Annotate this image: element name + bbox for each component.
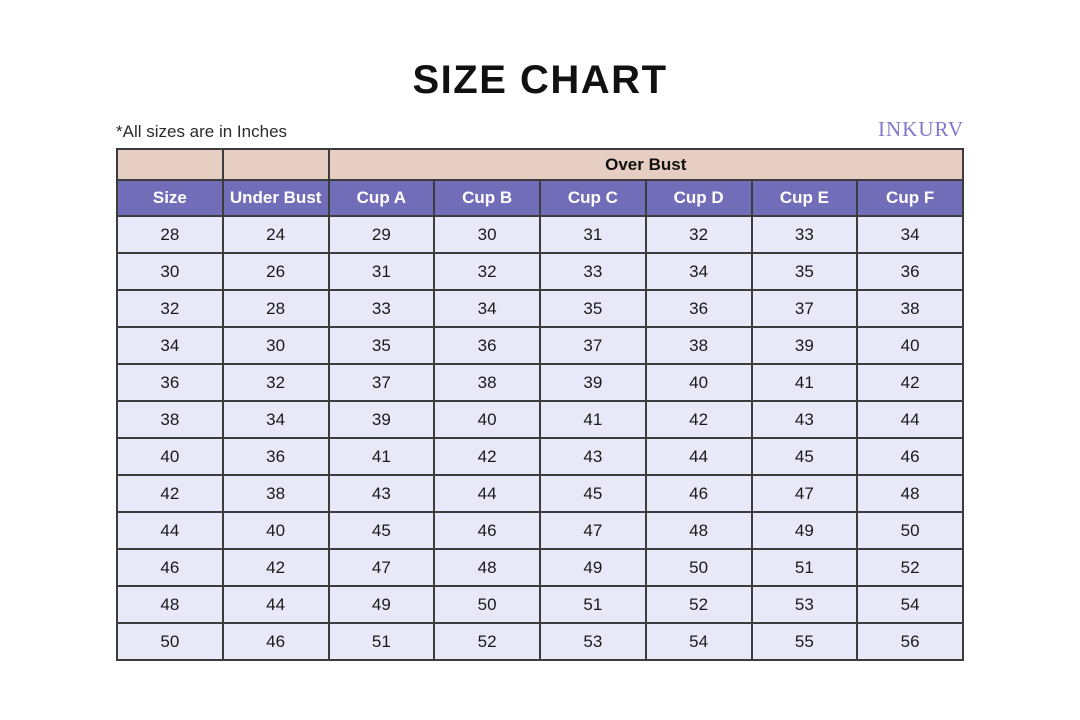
table-cell: 33 xyxy=(540,253,646,290)
table-cell: 53 xyxy=(752,586,858,623)
table-cell: 33 xyxy=(329,290,435,327)
table-cell: 48 xyxy=(646,512,752,549)
column-header-cup-f: Cup F xyxy=(857,180,963,216)
table-cell: 30 xyxy=(223,327,329,364)
table-cell: 28 xyxy=(117,216,223,253)
brand-logo: INKURV xyxy=(878,117,964,141)
table-cell: 47 xyxy=(752,475,858,512)
table-row xyxy=(117,364,963,401)
table-cell: 35 xyxy=(540,290,646,327)
table-cell: 40 xyxy=(117,438,223,475)
table-cell: 50 xyxy=(117,623,223,660)
table-cell: 38 xyxy=(117,401,223,438)
table-cell: 45 xyxy=(540,475,646,512)
table-cell: 44 xyxy=(434,475,540,512)
table-cell: 41 xyxy=(540,401,646,438)
table-cell: 49 xyxy=(752,512,858,549)
table-cell: 34 xyxy=(857,216,963,253)
table-cell: 46 xyxy=(434,512,540,549)
column-header-under-bust: Under Bust xyxy=(223,180,329,216)
table-cell: 41 xyxy=(752,364,858,401)
table-row xyxy=(117,253,963,290)
table-cell: 38 xyxy=(857,290,963,327)
table-cell: 48 xyxy=(117,586,223,623)
table-cell: 45 xyxy=(329,512,435,549)
table-cell: 45 xyxy=(752,438,858,475)
group-header-row xyxy=(117,149,963,180)
table-cell: 32 xyxy=(434,253,540,290)
table-cell: 36 xyxy=(857,253,963,290)
table-cell: 44 xyxy=(646,438,752,475)
page-title: SIZE CHART xyxy=(412,58,668,102)
table-cell: 34 xyxy=(646,253,752,290)
table-cell: 36 xyxy=(646,290,752,327)
table-cell: 32 xyxy=(646,216,752,253)
table-row xyxy=(117,586,963,623)
table-cell: 42 xyxy=(646,401,752,438)
table-cell: 36 xyxy=(117,364,223,401)
column-header-row xyxy=(117,180,963,216)
table-cell: 47 xyxy=(540,512,646,549)
column-header-size: Size xyxy=(117,180,223,216)
table-cell: 40 xyxy=(646,364,752,401)
table-cell: 55 xyxy=(752,623,858,660)
table-cell: 47 xyxy=(329,549,435,586)
table-cell: 48 xyxy=(434,549,540,586)
table-cell: 49 xyxy=(329,586,435,623)
table-cell: 44 xyxy=(117,512,223,549)
table-cell: 42 xyxy=(223,549,329,586)
table-row xyxy=(117,438,963,475)
table-cell: 40 xyxy=(434,401,540,438)
table-cell: 53 xyxy=(540,623,646,660)
table-cell: 46 xyxy=(117,549,223,586)
table-cell: 36 xyxy=(223,438,329,475)
table-cell: 51 xyxy=(540,586,646,623)
table-cell: 46 xyxy=(646,475,752,512)
table-cell: 37 xyxy=(329,364,435,401)
table-cell: 46 xyxy=(223,623,329,660)
table-cell: 28 xyxy=(223,290,329,327)
table-cell: 43 xyxy=(329,475,435,512)
table-cell: 50 xyxy=(857,512,963,549)
table-cell: 36 xyxy=(434,327,540,364)
table-cell: 49 xyxy=(540,549,646,586)
table-cell: 44 xyxy=(223,586,329,623)
table-cell: 38 xyxy=(646,327,752,364)
table-cell: 24 xyxy=(223,216,329,253)
table-cell: 54 xyxy=(857,586,963,623)
table-cell: 35 xyxy=(329,327,435,364)
table-cell: 40 xyxy=(223,512,329,549)
table-cell: 35 xyxy=(752,253,858,290)
size-chart-table xyxy=(116,148,964,661)
table-cell: 40 xyxy=(857,327,963,364)
table-row xyxy=(117,327,963,364)
table-cell: 52 xyxy=(434,623,540,660)
table-cell: 44 xyxy=(857,401,963,438)
table-cell: 43 xyxy=(752,401,858,438)
table-cell: 39 xyxy=(540,364,646,401)
table-cell: 43 xyxy=(540,438,646,475)
over-bust-group-header: Over Bust xyxy=(329,149,964,180)
table-cell: 42 xyxy=(434,438,540,475)
table-cell: 32 xyxy=(223,364,329,401)
table-row xyxy=(117,401,963,438)
units-note: *All sizes are in Inches xyxy=(116,122,288,141)
table-cell: 41 xyxy=(329,438,435,475)
table-cell: 38 xyxy=(223,475,329,512)
size-table-body xyxy=(117,216,963,660)
table-cell: 52 xyxy=(857,549,963,586)
table-row xyxy=(117,290,963,327)
table-cell: 30 xyxy=(434,216,540,253)
table-cell: 52 xyxy=(646,586,752,623)
table-cell: 34 xyxy=(434,290,540,327)
table-cell: 51 xyxy=(752,549,858,586)
table-cell: 32 xyxy=(117,290,223,327)
column-header-cup-e: Cup E xyxy=(752,180,858,216)
table-cell: 46 xyxy=(857,438,963,475)
table-cell: 42 xyxy=(117,475,223,512)
table-cell: 30 xyxy=(117,253,223,290)
table-cell: 29 xyxy=(329,216,435,253)
table-cell: 37 xyxy=(752,290,858,327)
table-row xyxy=(117,549,963,586)
table-row xyxy=(117,623,963,660)
table-cell: 39 xyxy=(752,327,858,364)
table-cell: 54 xyxy=(646,623,752,660)
table-cell: 56 xyxy=(857,623,963,660)
column-header-cup-b: Cup B xyxy=(434,180,540,216)
table-cell: 31 xyxy=(329,253,435,290)
column-header-cup-c: Cup C xyxy=(540,180,646,216)
empty-header-cell xyxy=(223,149,329,180)
table-row xyxy=(117,512,963,549)
table-cell: 48 xyxy=(857,475,963,512)
column-header-cup-a: Cup A xyxy=(329,180,435,216)
table-row xyxy=(117,475,963,512)
table-cell: 50 xyxy=(434,586,540,623)
subheader-row xyxy=(116,117,964,142)
table-cell: 33 xyxy=(752,216,858,253)
table-cell: 51 xyxy=(329,623,435,660)
table-cell: 42 xyxy=(857,364,963,401)
table-cell: 31 xyxy=(540,216,646,253)
column-header-cup-d: Cup D xyxy=(646,180,752,216)
table-cell: 38 xyxy=(434,364,540,401)
table-cell: 50 xyxy=(646,549,752,586)
table-cell: 37 xyxy=(540,327,646,364)
table-cell: 39 xyxy=(329,401,435,438)
table-cell: 26 xyxy=(223,253,329,290)
table-row xyxy=(117,216,963,253)
table-cell: 34 xyxy=(223,401,329,438)
empty-header-cell xyxy=(117,149,223,180)
table-cell: 34 xyxy=(117,327,223,364)
